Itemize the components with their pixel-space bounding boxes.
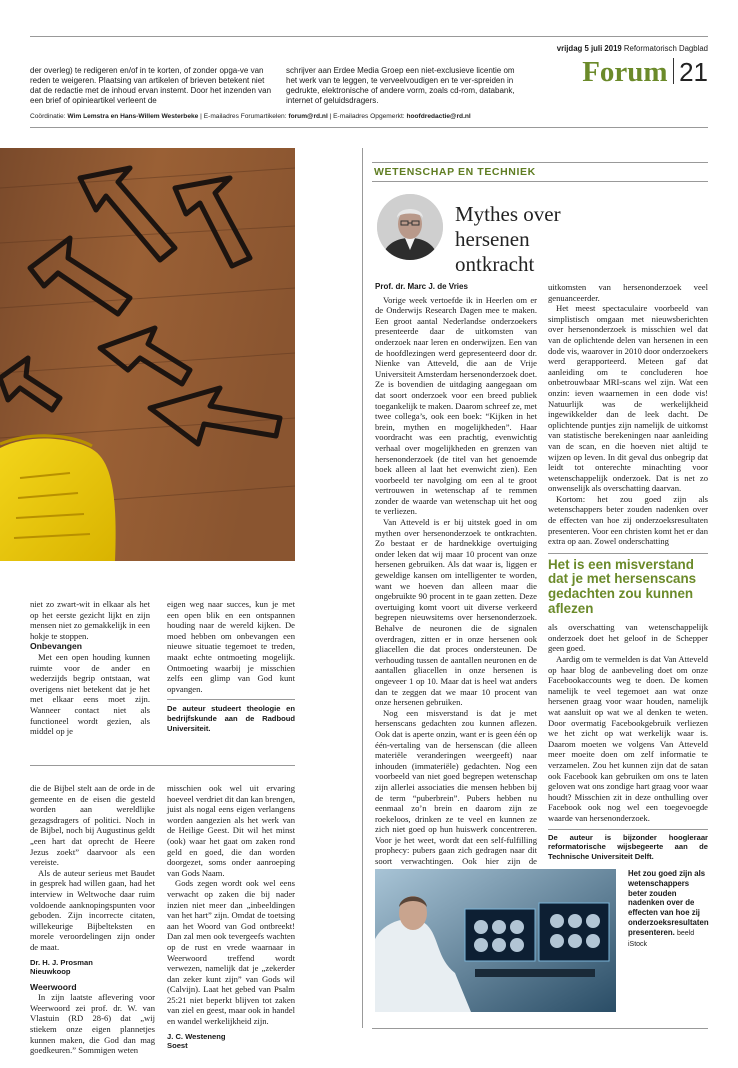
author-note-rule (167, 699, 295, 700)
coordination-line: Coördinatie: Wim Lemstra en Hans-Willem Westerbeke | E-mailadres Forumartikelen: forum@rd.nl | E-mailadres Opgemerkt: hoofdredactie@rd.nl (30, 113, 471, 120)
column-divider (362, 148, 363, 1028)
caption-credit: beeld iStock (628, 929, 695, 948)
paragraph: Vorige week vertoefde ik in Heerlen om er de Onderwijs Research Dagen mee te maken. Een groot aantal Nederlandse onderzoekers presenteerde daar de uitkomsten van onderzoek naar leren en onderwijzen. Een van de hoofdlezingen werd gepresenteerd door dr. Nienke van Atteveld, die aan de Vrije Universiteit Amsterdam hersenonderzoek doet. Ze is bovendien de uitdaging aangegaan om dat soort onderzoek voor een breed publiek toegankelijk te maken. Daarom schreef ze, met twee collega’s, ook een boek: “Kijken in het brein, mythen en mogelijkheden”. Haar voordracht was een prachtig, evenwichtig verhaal over mogelijkheden en grenzen van hersenonderzoek (de titel van het genoemde boek alleen al laat het evenwicht zien). Een voorbeeld ter navolging om een al te groot vertrouwen in wetenschap af te remmen zonder de waarde van wetenschap uit het oog te verliezen. (375, 294, 537, 517)
letters-rule (30, 765, 295, 766)
letter-signature-place: Soest (167, 1041, 188, 1051)
editorial-col-2 (286, 66, 522, 106)
rubric-rule (372, 162, 708, 163)
paragraph: In zijn laatste aflevering voor Weerwoord zei prof. dr. W. van Vlastuin (RD 28-6) dat „wij stiekem onze eigen plannetjes kunnen maken, die God dan mag goedkeuren.” Sommigen weten (30, 992, 155, 1056)
right-article-col-1 (375, 282, 537, 877)
masthead-date-line (557, 44, 708, 53)
left-article-col-1 (30, 599, 150, 737)
paragraph: Aardig om te vermelden is dat Van Atteveld op haar blog de aanbeveling doet om onze Facebookaccounts weg te doen. De komen namelijk te veel tegemoet aan wat onze hersenen graag voor waar houden, namelijk wat aansluit op wat we al denken te weten. Door overmatig Facebookgebruik verliezen we het zicht op wat werkelijk waar is. Daarom moeten we volgens Van Atteveld meer moeite doen om zelf informatie te verzamelen. Zou het kunnen zijn dat de satan ook Facebook kan gebruiken om ons te laten geloven wat ons zondige hart graag voor waar houdt? Misschien zit in deze onthulling over Facebook ook nog wel een toegevoegde waarde van hersenonderzoek. (548, 654, 708, 823)
rubric-rule-bottom (372, 181, 708, 182)
paragraph: Met een open houding kunnen ruimte voor de ander en wederzijds begrip ontstaan, wat overigens niet betekent dat je het met elkaar eens moet zijn. Wanneer contact niet als functioneel wordt gezien, als middel op je (30, 651, 150, 737)
subheading-weerwoord: Weerwoord (30, 981, 77, 992)
byline: Prof. dr. Marc J. de Vries (375, 282, 468, 291)
paragraph: niet zo zwart-wit in elkaar als het op het eerste gezicht lijkt en zijn mensen niet zo gemakkelijk in een hokje te stoppen. (30, 599, 150, 641)
brain-scan-photo (375, 869, 616, 1012)
letter-signature-name: Dr. H. J. Prosman (30, 957, 93, 967)
section-divider (673, 58, 675, 84)
forum-email-link[interactable]: forum@rd.nl (288, 113, 328, 120)
paragraph: Het meest spectaculaire voorbeeld van simplistisch omgaan met nieuwsberichten over hersenonderzoek is misschien wel dat van de oplichtende delen van hersenen in een dode vis, waarover in 2010 door onderzoekers werd gerapporteerd. Meteen gaf dat aanleiding om te concluderen hoe onbetrouwbaar MRI-scans wel zijn. Wat een onzin: ieven waarnemen in een dode vis! Natuurlijk was de werkelijkheid ingewikkelder dan de leek dacht. De oplichtende puntjes zijn namelijk de uitkomst van statistische berekeningen naar aanleiding van de scan, en die hoeven niet altijd te wijzen op leven. In dit geval dus onbegrip dat leidt tot onterechte minachting voor wetenschappelijk onderzoek. Dat is net zo onwenselijk als overschatting daarvan. (548, 303, 708, 494)
letter-signature-name: J. C. Westeneng (167, 1031, 226, 1041)
paragraph: die de Bijbel stelt aan de orde in de gemeente en de eisen die gesteld worden aan wereldlijke gezagsdragers of politici. Noch in de Bijbel, noch bij Augustinus geldt „een hart dat oprecht de Heere Jezus zoekt” daarvoor als een vereiste. (30, 783, 155, 868)
letters-col-1 (30, 783, 155, 1056)
paragraph: misschien ook wel uit ervaring hoeveel verdriet dit dan kan brengen, juist als nogal eens eigen verlangens worden aangezien als het werk van de Heilige Geest. Dit wil het minst (ook) waar het gaat om zaken rond geld en goed, die dan worden doorgezet, soms onder aanroeping van Gods Naam. (167, 783, 295, 878)
paragraph: eigen weg naar succes, kun je met een open blik en een ontspannen houding naar de wereld kijken. De moed hebben om onbevangen een nieuwe situatie tegemoet te treden, maakt echte ontmoeting mogelijk. Ontmoeting waarbij je misschien zelfs een glimp van God kunt opvangen. (167, 599, 295, 694)
paragraph: Kortom: het zou goed zijn als wetenschappers beter zouden nadenken over de effecten van hoe zij onderzoeksresultaten presenteren. Voor een christen komt het er dan extra op aan. Zowel onderschatting (548, 493, 708, 547)
right-article-col-2 (548, 282, 708, 861)
editorial-col-1 (30, 66, 272, 106)
opgemerkt-email-link[interactable]: hoofdredactie@rd.nl (406, 113, 471, 120)
section-title: Forum (582, 56, 668, 88)
paragraph: als overschatting van wetenschappelijk onderzoek doet het geloof in de Schepper geen goed. (548, 622, 708, 654)
paragraph: uitkomsten van hersenonderzoek veel genuanceerder. (548, 282, 708, 303)
paragraph: Gods zegen wordt ook wel eens verwacht op zaken die bij nader inzien niet meer dan „inbeeldingen van het hart” zijn. Omdat de toetsing aan het Woord van God ontbreekt! Dan zal men ook tevergeefs wachten op de rust en vrede waarnaar in Weerwoord treffend wordt verwezen, namelijk dat je „zekerder dan zeker kunt zijn” van Gods wil (Calvijn). Laat het gebed van Psalm 25:21 niet beperkt blijven tot zaken van ziel en geest, maar ook in handel en wandel werkelijkheid zijn. (167, 878, 295, 1027)
article-title: Mythes over hersenen ontkracht (455, 202, 561, 276)
paragraph: Nog een misverstand is dat je met hersenscans gedachten zou kunnen aflezen. Ook dat is aperte onzin, want er is geen één op één-vertaling van de hersenscan (die alleen materiële veranderingen weergeeft) naar inhouden (immateriële) gedachten. Nog een voorbeeld van niet goed begrepen wetenschap zijn allerlei associaties die mensen hebben bij de term “puberbrein”. Pubers hebben nu eenmaal zo’n brein en daarom zijn ze roekeloos, drinken ze te veel en kunnen ze zich niet goed op hun huiswerk concentreren. Voor je het weet, wordt dat een self-fulfilling prophecy: pubers gaan zich gedragen naar dit soort verwachtingen. Ook hier zijn de (375, 707, 537, 867)
left-author-note: De auteur studeert theologie en bedrijfskunde aan de Radboud Universiteit. (167, 704, 295, 733)
top-rule (30, 36, 708, 37)
editorial-text-2: schrijver aan Erdee Media Groep een niet-exclusieve licentie om het werk van te leggen, te verveelvoudigen en te ver-spreiden in gedrukte, elektronische of andere vorm, zoals cd-rom, databank, internet of geluidsdragers. (286, 66, 515, 105)
letters-col-2 (167, 783, 295, 1051)
masthead-section (582, 56, 708, 89)
rubric-label: WETENSCHAP EN TECHNIEK (374, 166, 536, 178)
author-portrait (377, 194, 443, 260)
masthead-paper: Reformatorisch Dagblad (623, 44, 708, 53)
pullquote-rule (548, 553, 708, 554)
right-author-note: De auteur is bijzonder hoogleraar reformatorische wijsbegeerte aan de Technische Universiteit Delft. (548, 832, 708, 861)
editorial-rule (30, 127, 708, 128)
editorial-text-1: der overleg) te redigeren en/of in te korten, of zonder opga-ve van reden te weigeren. Plaatsing van artikelen of brieven betekent niet dat de redactie met de inhoud ervan instemt. Door het inzenden van een brief of opinieartikel verleent de (30, 66, 272, 105)
coordinators: Wim Lemstra en Hans-Willem Westerbeke (67, 113, 199, 120)
page-number: 21 (679, 57, 708, 87)
arrows-shoe-photo (0, 148, 295, 561)
pullquote: Het is een misverstand dat je met hersenscans gedachten zou kunnen aflezen (548, 556, 697, 616)
masthead-date: vrijdag 5 juli 2019 (556, 44, 622, 53)
letter-signature-place: Nieuwkoop (30, 967, 71, 977)
paragraph: Van Atteveld is er bij uitstek goed in om mythen over hersenonderzoek te ontkrachten. Zo bestaat er de hardnekkige overtuiging onder leken dat wij maar 10 procent van onze hersenen gebruiken. Als dat waar is, liggen er geweldige kansen om intelligenter te worden, want we hoeven dan alleen maar die ongebruikte 90 procent in te gaan zetten. Deze overtuiging komt voort uit diverse verkeerd begrepen nieuwsitems over hersenonderzoek. Behalve de neuronen die de signalen overdragen, zitten er in onze hersenen ook gliacellen die dat proces ondersteunen. De verhouding tussen de aantallen neuronen en de aantallen gliacellen in onze hersenen is ongeveer 1 op 10. Maar dat is heel wat anders dan te zeggen dat we maar 10 procent van onze hersenen gebruiken. (375, 517, 537, 708)
author-note-rule (548, 829, 708, 830)
subheading-onbevangen: Onbevangen (30, 641, 83, 652)
caption-text: Het zou goed zijn als wetenschappers beter zouden nadenken over de effecten van hoe zij onderzoeksresultaten presenteren. (628, 869, 709, 937)
portrait-drawing (377, 194, 443, 260)
bottom-rule-right (372, 1028, 708, 1029)
paragraph: Als de auteur serieus met Baudet in gesprek had willen gaan, had het interview in Weltwoche daar ruim voldoende aanknopingspunten voor geboden. Zijn incorrecte citaten, willekeurige Bijbelteksten en morele veroordelingen zijn onder de maat. (30, 867, 155, 952)
brain-scan-illustration (375, 869, 616, 1012)
arrows-shoe-illustration (0, 148, 295, 561)
left-article-col-2 (167, 599, 295, 733)
photo-caption (628, 869, 710, 949)
